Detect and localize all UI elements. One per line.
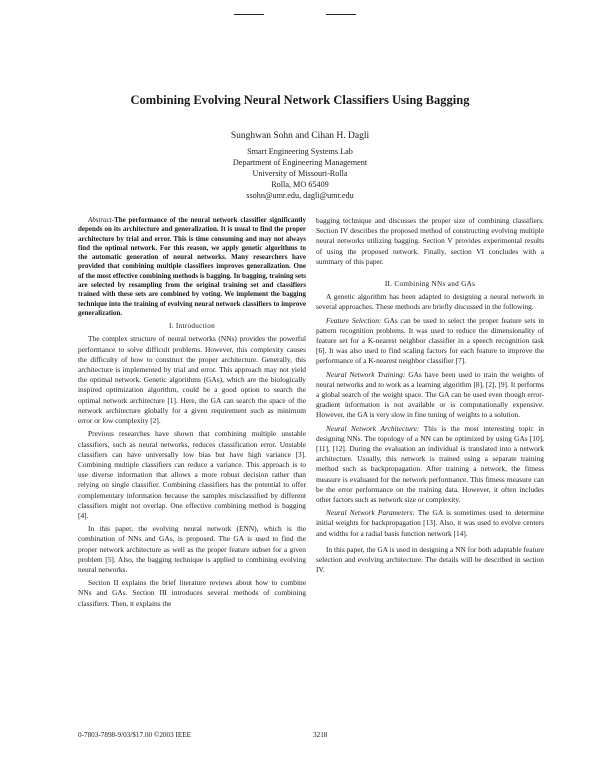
abstract bbox=[78, 216, 306, 318]
item-text: The GA is sometimes used to determine initial weights for backpropagation [13]. Also, it was used to evolve centers and widths for a radial basis function network [14]. bbox=[316, 508, 545, 538]
item-network-training bbox=[316, 370, 544, 421]
copyright-line: 0-7803-7898-9/03/$17.00 ©2003 IEEE bbox=[78, 731, 192, 739]
item-term: Neural Network Architecture: bbox=[326, 423, 420, 433]
closing-paragraph: In this paper, the GA is used in designing a NN for both adaptable feature selection and evolving architecture. The details will be described in section IV. bbox=[316, 544, 544, 575]
intro-paragraph-4: Section II explains the brief literature reviews about how to combine NNs and GAs. Section III introduces several methods of combining classifiers. Then, it explains the bbox=[78, 578, 306, 608]
affiliation-university: University of Missouri-Rolla bbox=[252, 169, 348, 178]
intro-paragraph-3: In this paper, the evolving neural network (ENN), which is the combination of NNs and GAs, is proposed. The GA is used to find the proper network architecture as well as the proper feature subset for a given problem [5]. Also, the bagging technique is applied to combining evolving neural networks. bbox=[78, 524, 306, 574]
left-column bbox=[78, 216, 306, 612]
intro-paragraph-2: Previous researches have shown that combining multiple unstable classifiers, such as neural networks, reduces classification error. Unstable classifiers can have universally low bias but have high variance [3]. Combining multiple classifiers can reduce a variance. This approach is to use diverse information that allows a more robust decision rather than relying on single classifier. Combining classifiers has the potential to offer complementary information because the samples misclassified by different classifiers might not overlap. One effective combining method is bagging [4]. bbox=[78, 429, 306, 520]
right-intro-paragraph: bagging technique and discusses the proper size of combining classifiers. Section IV describes the proposed method of constructing evolving multiple neural networks utilizing bagging. Section V provides experimental results of using the proposed network. Finally, section VI concludes with a summary of this paper. bbox=[316, 216, 544, 266]
item-text: GAs can be used to select the proper feature sets in pattern recognition problems. It was used to reduce the dimensionality of feature set for a K-nearest neighbor classifier in a speech recognition task [6]. It was also used to find scaling factors for each feature to improve the performance of a K-nearest neighbor classifier [7]. bbox=[316, 315, 544, 366]
crop-mark-left bbox=[234, 14, 264, 15]
item-term: Neural Network Training: bbox=[326, 369, 406, 379]
paper-authors: Sunghwan Sohn and Cihan H. Dagli bbox=[230, 131, 370, 141]
right-column bbox=[316, 216, 544, 579]
section2-intro: A genetic algorithm has been adapted to designing a neural network in several approaches. These methods are briefly discussed in the following. bbox=[316, 292, 544, 312]
intro-paragraph-1: The complex structure of neural networks (NNs) provides the powerful performance to solve difficult problems. However, this complexity causes the difficulty of how to construct the proper architecture. Generally, this architecture is implemented by trial and error. This approach may not yield the optimal network. Genetic algorithms (GAs), which are the biologically inspired optimization algorithm, could be a good option to search the optimal network architecture [1]. Here, the GA can search the space of the network architecture globally for a given requirement such as minimum error or low complexity [2]. bbox=[78, 334, 306, 426]
affiliation-department: Department of Engineering Management bbox=[232, 158, 368, 167]
page-number: 3218 bbox=[313, 731, 328, 739]
affiliation-lab: Smart Engineering Systems Lab bbox=[247, 147, 353, 156]
paper-title: Combining Evolving Neural Network Classifiers Using Bagging bbox=[130, 93, 470, 107]
abstract-body: The performance of the neural network classifier significantly depends on its architecture and generalization. It is usual to find the proper architecture by trial and error. This is time consuming and may not always find the optimal network. For this reason, we apply genetic algorithms to the automatic generation of neural networks. Many researchers have provided that combining multiple classifiers improves generalization. One of the most effective combining methods is bagging. In bagging, training sets are selected by resampling from the original training set and classifiers trained with these sets are combined by voting. We implement the bagging technique into the training of evolving neural network classifiers to improve generalization. bbox=[78, 216, 306, 317]
item-feature-selection bbox=[316, 316, 544, 367]
affiliation-city: Rolla, MO 65409 bbox=[271, 180, 329, 189]
item-text: GAs have been used to train the weights of neural networks and to work as a learning algorithm [8], [2], [9]. It performs a global search of the weight space. The GA can be used even though error-gradient information is not available or is computationally expensive. However, the GA is very slow in fine tuning of weights to a solution. bbox=[316, 369, 544, 420]
section-heading-introduction: I. Introduction bbox=[168, 322, 216, 331]
item-text: This is the most interesting topic in designing NNs. The topology of a NN can be optimized by using GAs [10], [11], [12]. During the evaluation an individual is translated into a network architecture. Usually, this network is trained using a separate training method such as backpropagation. After training a network, the fitness measure is evaluated for the network performance. This fitness measure can be the error performance on the training data. However, it often includes other factors such as network size or complexity. bbox=[316, 423, 544, 505]
affiliation-emails: ssohn@umr.edu, dagli@umr.edu bbox=[246, 191, 354, 200]
item-term: Neural Network Parameters: bbox=[326, 508, 415, 518]
item-term: Feature Selection: bbox=[326, 315, 382, 325]
section-heading-combining: II. Combining NNs and GAs bbox=[384, 280, 476, 289]
item-network-architecture bbox=[316, 424, 544, 506]
abstract-lead: Abstract- bbox=[88, 216, 115, 224]
crop-mark-right bbox=[326, 14, 356, 15]
item-network-parameters bbox=[316, 508, 544, 539]
